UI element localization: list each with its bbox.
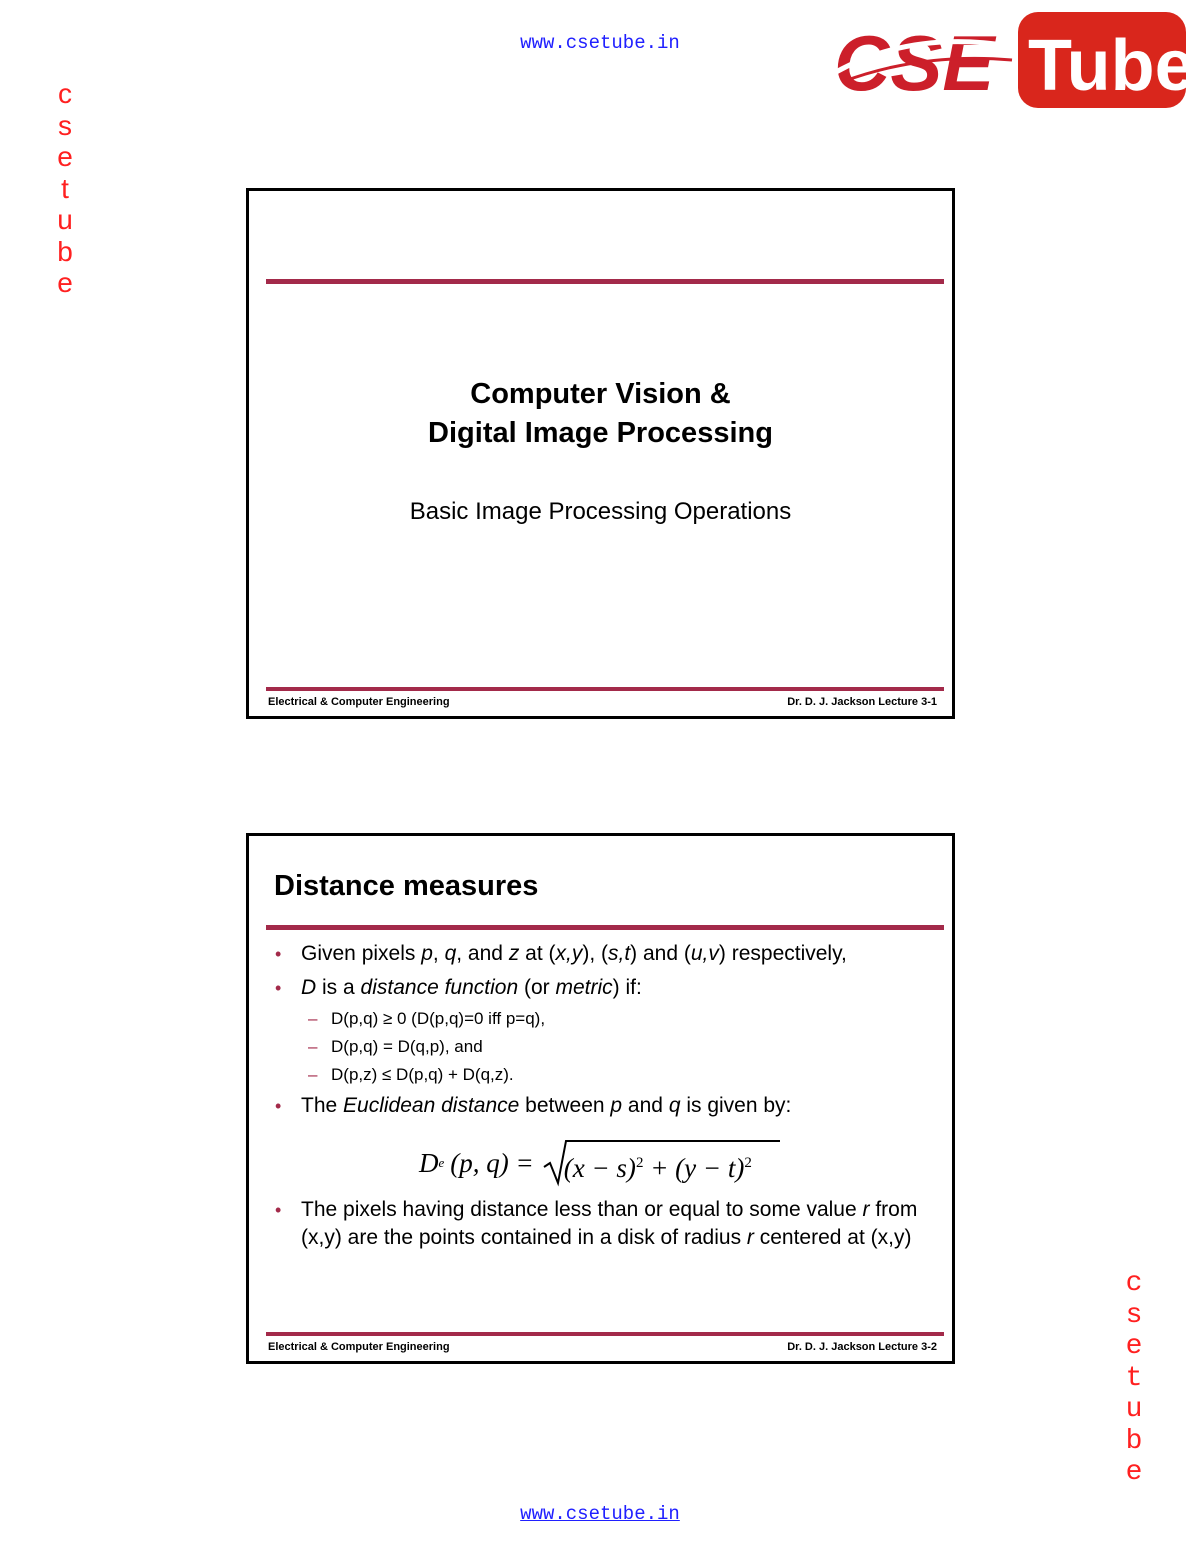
bullet-text: distance function — [360, 976, 519, 999]
dash-icon: – — [308, 1065, 318, 1084]
side-letter: u — [57, 204, 73, 235]
slide-1-footer — [268, 696, 937, 708]
footer-divider — [266, 1332, 944, 1336]
formula-text: + — [643, 1153, 676, 1183]
side-watermark-right — [1119, 1268, 1149, 1489]
bullet-dot-icon: • — [275, 978, 282, 998]
bullet-text: r — [746, 1226, 754, 1249]
footer-url[interactable]: www.csetube.in — [520, 1503, 680, 1525]
bullet-dot-icon: • — [275, 944, 282, 964]
slide-2 — [246, 833, 955, 1364]
dash-icon: – — [308, 1009, 318, 1028]
sub-bullet-item — [273, 1064, 943, 1086]
bullet-text: at ( — [519, 942, 556, 965]
side-letter: t — [61, 172, 69, 204]
euclidean-formula — [419, 1136, 752, 1190]
side-letter: s — [58, 109, 72, 141]
sqrt-icon — [542, 1137, 782, 1187]
slide-1-title-line2: Digital Image Processing — [428, 417, 773, 449]
footer-left-text: Electrical & Computer Engineering — [268, 696, 450, 708]
bullet-text: D — [301, 976, 317, 999]
slide-1 — [246, 188, 955, 719]
formula-text: D — [419, 1147, 439, 1178]
bullet-dot-icon: • — [275, 1200, 282, 1220]
bullet-text: , and — [456, 942, 509, 965]
bullet-text: ) if: — [612, 976, 642, 999]
dash-icon: – — [308, 1037, 318, 1056]
bullet-text: metric — [555, 976, 613, 999]
bullet-text: ) respectively, — [718, 942, 847, 965]
bullet-text: ), ( — [582, 942, 608, 965]
bullet-text: r — [862, 1198, 870, 1221]
bullet-item — [273, 1092, 943, 1120]
formula-text: (p, q) = — [450, 1147, 534, 1178]
side-letter: e — [1125, 1457, 1143, 1488]
footer-right-text: Dr. D. J. Jackson Lecture 3-2 — [787, 1341, 937, 1353]
side-letter: e — [1125, 1331, 1143, 1362]
bullet-item — [273, 1196, 943, 1252]
bullet-text: s,t — [608, 942, 631, 965]
slide-2-bullets — [273, 940, 943, 1126]
bullet-text: , — [432, 942, 445, 965]
side-letter: b — [1125, 1425, 1143, 1457]
bullet-text: from (x,y) are the points contained in a disk of radius — [301, 1198, 918, 1249]
slide-1-title-line1: Computer Vision & — [470, 378, 731, 410]
slide-2-title: Distance measures — [274, 870, 539, 902]
sub-bullet-text: D(p,z) ≤ D(p,q) + D(q,z). — [331, 1065, 514, 1084]
bullet-text: p — [421, 942, 433, 965]
side-letter: c — [58, 78, 72, 109]
logo-graphic — [832, 10, 1188, 110]
logo-tube-text: Tube — [1028, 26, 1188, 106]
bullet-text: The — [301, 1094, 344, 1117]
sub-bullet-item — [273, 1036, 943, 1058]
footer-right-text: Dr. D. J. Jackson Lecture 3-1 — [787, 696, 937, 708]
sub-bullet-item — [273, 1008, 943, 1030]
side-letter: t — [1125, 1362, 1143, 1394]
bullet-text: and — [622, 1094, 669, 1117]
logo-cse-text: CSE — [834, 19, 995, 107]
bullet-text: z — [508, 942, 520, 965]
side-watermark-left — [50, 78, 80, 299]
formula-subscript: e — [438, 1155, 445, 1170]
bullet-text: x,y — [555, 942, 583, 965]
side-letter: e — [57, 267, 73, 298]
side-letter: b — [57, 235, 73, 267]
sub-bullet-text: D(p,q) = D(q,p), and — [331, 1037, 483, 1056]
formula-text: (x − s) — [563, 1153, 636, 1183]
csetube-logo — [832, 10, 1188, 110]
footer-divider — [266, 687, 944, 691]
bullet-text: between — [519, 1094, 611, 1117]
slide-divider — [266, 925, 944, 930]
sqrt-radical — [542, 1141, 752, 1185]
side-letter: u — [1125, 1394, 1143, 1425]
side-letter: c — [1125, 1268, 1143, 1299]
slide-divider — [266, 279, 944, 284]
bullet-text: is a — [316, 976, 361, 999]
bullet-text: is given by: — [680, 1094, 792, 1117]
header-url[interactable]: www.csetube.in — [520, 32, 680, 54]
bullet-text: The pixels having distance less than or equal to some value — [301, 1198, 863, 1221]
bullet-text: (or — [518, 976, 556, 999]
bullet-text: Given pixels — [301, 942, 422, 965]
bullet-item — [273, 974, 943, 1002]
sub-bullet-text: D(p,q) ≥ 0 (D(p,q)=0 iff p=q), — [331, 1009, 546, 1028]
bullet-text: q — [444, 942, 457, 965]
formula-exponent: 2 — [744, 1155, 752, 1171]
bullet-text: Euclidean distance — [343, 1094, 520, 1117]
side-letter: e — [57, 141, 73, 172]
slide-1-subtitle: Basic Image Processing Operations — [409, 498, 792, 525]
bullet-item — [273, 940, 943, 968]
slide-2-bullets-cont — [273, 1196, 943, 1258]
bullet-text: centered at (x,y) — [753, 1226, 912, 1249]
bullet-dot-icon: • — [275, 1096, 282, 1116]
bullet-text: q — [668, 1094, 681, 1117]
side-letter: s — [1125, 1299, 1143, 1331]
footer-left-text: Electrical & Computer Engineering — [268, 1341, 450, 1353]
bullet-text: u,v — [690, 942, 719, 965]
bullet-text: p — [610, 1094, 623, 1117]
slide-2-footer — [268, 1341, 937, 1353]
formula-text: (y − t) — [675, 1153, 745, 1183]
formula-exponent: 2 — [635, 1155, 644, 1171]
bullet-text: ) and ( — [630, 942, 691, 965]
